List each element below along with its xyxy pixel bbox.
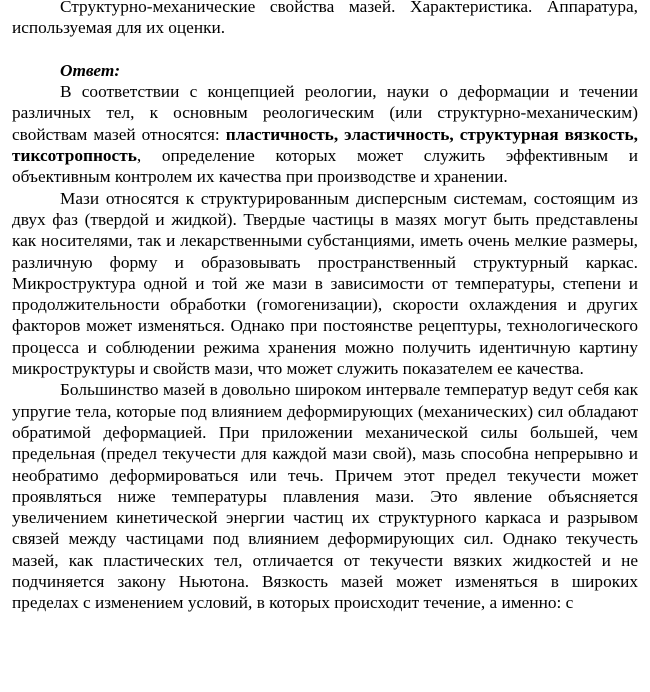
answer-label: Ответ:	[60, 60, 121, 80]
blank-line	[12, 39, 638, 60]
paragraph-1	[12, 81, 638, 187]
paragraph-3: Большинство мазей в довольно широком интервале температур ведут себя как упругие тела, которые под влиянием деформирующих (механических) сил обладают обратимой деформацией. При приложении механической силы большей, чем предельная (предел текучести для каждой мази свой), мазь способна непрерывно и необратимо деформироваться или течь. Причем этот предел текучести может проявляться ниже температуры плавления мази. Это явление объясняется увеличением кинетической энергии частиц их структурного каркаса и разрывом связей между частицами под влиянием деформирующих сил. Однако текучесть мазей, как пластических тел, отличается от текучести вязких жидкостей и не подчиняется закону Ньютона. Вязкость мазей может изменяться в широких пределах с изменением условий, в которых происходит течение, а именно: с	[12, 380, 638, 613]
paragraph-2: Мази относятся к структурированным дисперсным системам, состоящим из двух фаз (твердой и жидкой). Твердые частицы в мазях могут быть представлены как носителями, так и лекарственными субстанциями, иметь очень мелкие размеры, различную форму и образовывать пространственный структурный каркас. Микроструктура одной и той же мази в зависимости от температуры, степени и продолжительности обработки (гомогенизации), скорости охлаждения и других факторов может изменяться. Однако при постоянстве рецептуры, технологического процесса и соблюдении режима хранения можно получить идентичную картину микроструктуры и свойств мази, что может служить показателем ее качества.	[12, 188, 638, 379]
question-text: Структурно-механические свойства мазей. Характеристика. Аппаратура, используемая для их оценки.	[12, 0, 638, 38]
paragraph-1-bold-terms: пластичность, эластичность, структурная вязкость, тиксотропность	[12, 124, 638, 166]
paragraph-1-text: В соответствии с концепцией реологии, науки о деформации и течении различных тел, к основным реологическим (или структурно-механическим) свойствам мазей относятся:	[12, 82, 638, 144]
paragraph-1-text-end: , определение которых может служить эффективным и объективным контролем их качества при производстве и хранении.	[12, 146, 638, 187]
